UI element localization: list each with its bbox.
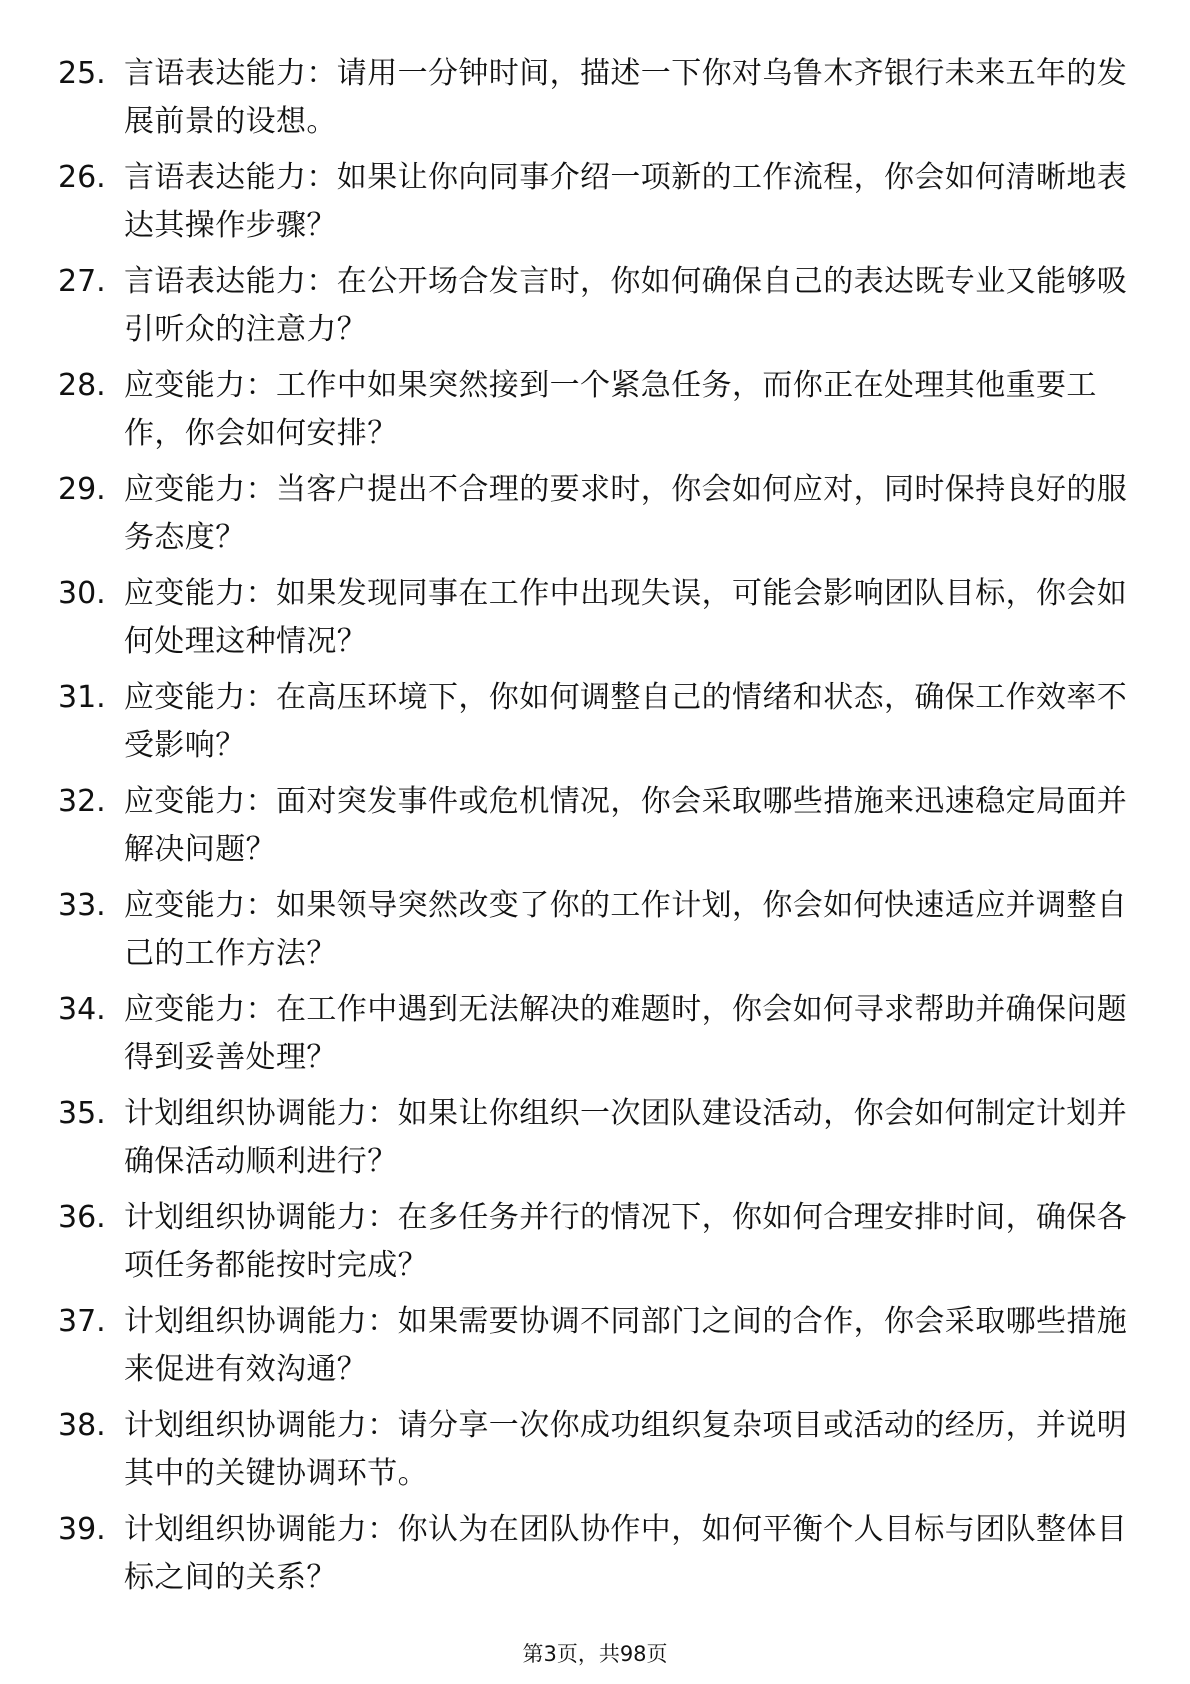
question-number: 37. <box>58 1304 106 1339</box>
question-text: 计划组织协调能力：请分享一次你成功组织复杂项目或活动的经历，并说明其中的关键协调环节。 <box>124 1408 1128 1491</box>
question-number: 39. <box>58 1512 106 1547</box>
question-item-32 <box>58 778 1128 882</box>
question-number: 26. <box>58 160 106 195</box>
question-text: 应变能力：当客户提出不合理的要求时，你会如何应对，同时保持良好的服务态度？ <box>124 472 1128 555</box>
question-text: 应变能力：面对突发事件或危机情况，你会采取哪些措施来迅速稳定局面并解决问题？ <box>124 784 1128 867</box>
question-number: 29. <box>58 472 106 507</box>
question-item-31 <box>58 674 1128 778</box>
question-number: 31. <box>58 680 106 715</box>
question-item-33 <box>58 882 1128 986</box>
question-item-35 <box>58 1090 1128 1194</box>
question-item-28 <box>58 362 1128 466</box>
page-number-footer: 第3页，共98页 <box>522 1642 668 1666</box>
question-text: 计划组织协调能力：在多任务并行的情况下，你如何合理安排时间，确保各项任务都能按时完成？ <box>124 1200 1128 1283</box>
question-item-38 <box>58 1402 1128 1506</box>
question-number: 38. <box>58 1408 106 1443</box>
question-number: 35. <box>58 1096 106 1131</box>
question-number: 34. <box>58 992 106 1027</box>
question-text: 应变能力：工作中如果突然接到一个紧急任务，而你正在处理其他重要工作，你会如何安排？ <box>124 368 1097 451</box>
question-text: 言语表达能力：如果让你向同事介绍一项新的工作流程，你会如何清晰地表达其操作步骤？ <box>124 160 1128 243</box>
question-text: 应变能力：在工作中遇到无法解决的难题时，你会如何寻求帮助并确保问题得到妥善处理？ <box>124 992 1128 1075</box>
question-number: 33. <box>58 888 106 923</box>
question-number: 32. <box>58 784 106 819</box>
question-number: 30. <box>58 576 106 611</box>
question-number: 28. <box>58 368 106 403</box>
question-text: 应变能力：如果领导突然改变了你的工作计划，你会如何快速适应并调整自己的工作方法？ <box>124 888 1128 971</box>
question-item-27 <box>58 258 1128 362</box>
question-text: 应变能力：在高压环境下，你如何调整自己的情绪和状态，确保工作效率不受影响？ <box>124 680 1128 763</box>
question-number: 27. <box>58 264 106 299</box>
question-item-36 <box>58 1194 1128 1298</box>
question-item-34 <box>58 986 1128 1090</box>
question-text: 言语表达能力：请用一分钟时间，描述一下你对乌鲁木齐银行未来五年的发展前景的设想。 <box>124 56 1128 139</box>
question-item-37 <box>58 1298 1128 1402</box>
question-text: 计划组织协调能力：如果让你组织一次团队建设活动，你会如何制定计划并确保活动顺利进行？ <box>124 1096 1128 1179</box>
question-number: 25. <box>58 56 106 91</box>
question-number: 36. <box>58 1200 106 1235</box>
question-item-25 <box>58 50 1128 154</box>
question-text: 应变能力：如果发现同事在工作中出现失误，可能会影响团队目标，你会如何处理这种情况？ <box>124 576 1128 659</box>
question-text: 计划组织协调能力：你认为在团队协作中，如何平衡个人目标与团队整体目标之间的关系？ <box>124 1512 1128 1595</box>
question-item-30 <box>58 570 1128 674</box>
question-item-39 <box>58 1506 1128 1610</box>
question-text: 言语表达能力：在公开场合发言时，你如何确保自己的表达既专业又能够吸引听众的注意力？ <box>124 264 1128 347</box>
question-text: 计划组织协调能力：如果需要协调不同部门之间的合作，你会采取哪些措施来促进有效沟通？ <box>124 1304 1128 1387</box>
question-list <box>58 50 1128 1610</box>
question-item-29 <box>58 466 1128 570</box>
question-item-26 <box>58 154 1128 258</box>
